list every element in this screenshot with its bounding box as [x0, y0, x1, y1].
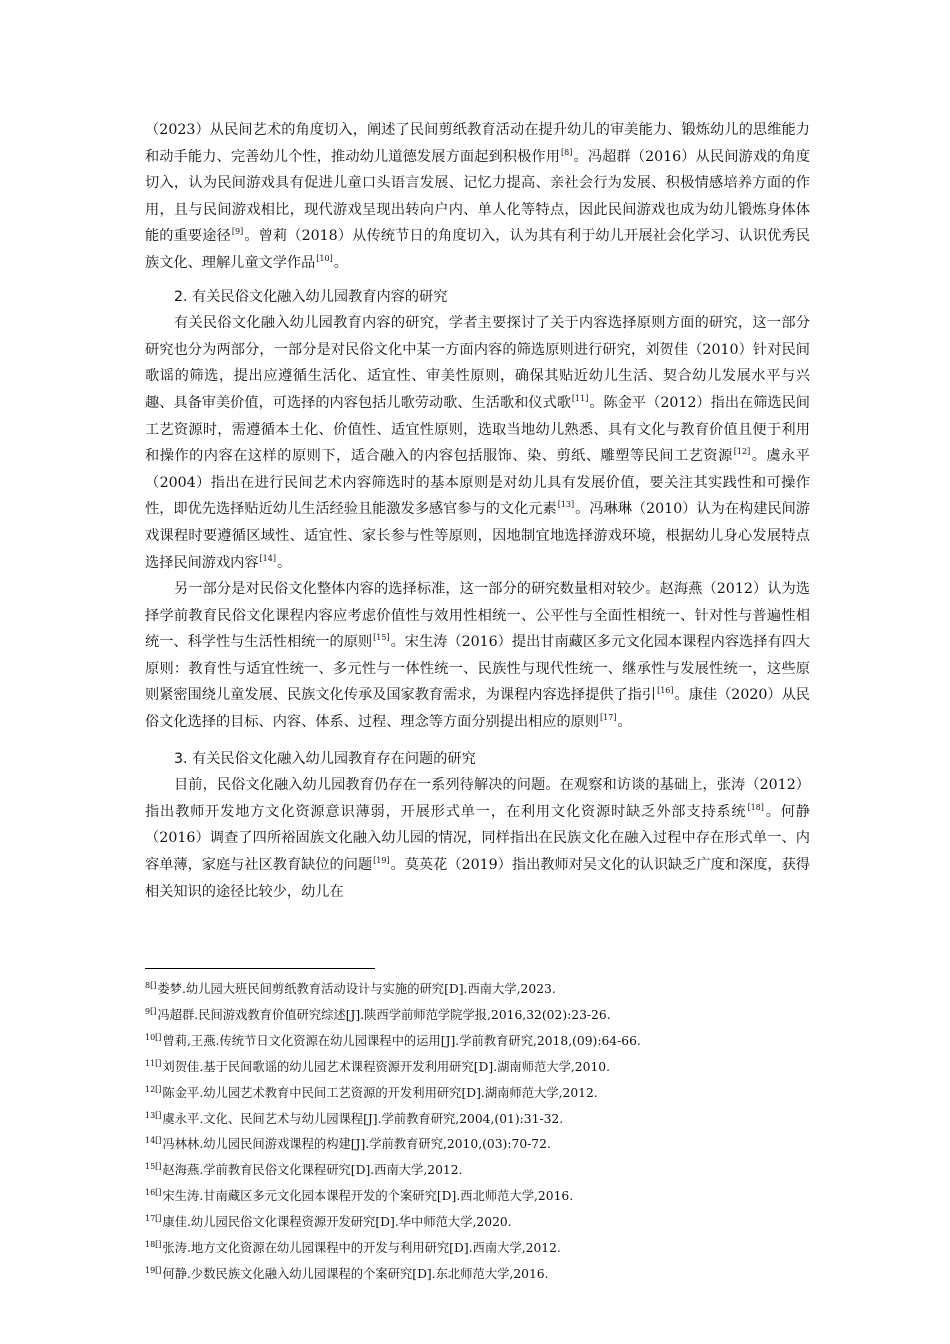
footnote-text: 虞永平.文化、民间艺术与幼儿园课程[J].学前教育研究,2004,(01):31-32. [162, 1111, 564, 1126]
footnote-text: 冯超群.民间游戏教育价值研究综述[J].陕西学前师范学院学报,2016,32(02):23-26. [157, 1007, 611, 1022]
footnote-mark: 19[] [145, 1265, 162, 1275]
footnote [145, 1260, 825, 1286]
footnote-text: 冯林林.幼儿园民间游戏课程的构建[J].学前教育研究,2010,(03):70-72. [162, 1137, 551, 1152]
citation-ref: [17] [600, 713, 617, 723]
paragraph-problems: 目前，民俗文化融入幼儿园教育仍存在一系列待解决的问题。在观察和访谈的基础上，张涛（2012）指出教师开发地方文化资源意识薄弱，开展形式单一，在利用文化资源时缺乏外部支持系统[18]。何静（2016）调查了四所裕固族文化融入幼儿园的情况，同样指出在民族文化在融入过程中存在形式单一、内容单薄，家庭与社区教育缺位的问题[19]。莫英花（2019）指出教师对吴文化的认识缺乏广度和深度，获得相关知识的途径比较少，幼儿在 [145, 777, 810, 900]
citation-ref: [12] [733, 447, 751, 457]
footnote-text: 陈金平.幼儿园艺术教育中民间工艺资源的开发利用研究[D].湖南师范大学,2012. [162, 1085, 598, 1100]
footnote-text: 何静.少数民族文化融入幼儿园课程的个案研究[D].东北师范大学,2016. [162, 1266, 549, 1281]
citation-ref: [10] [316, 253, 333, 263]
footnote-text: 赵海燕.学前教育民俗文化课程研究[D].西南大学,2012. [162, 1163, 463, 1178]
footnote [145, 1182, 825, 1208]
footnote [145, 1234, 825, 1260]
footnote-text: 康佳.幼儿园民俗文化课程资源开发研究[D].华中师范大学,2020. [162, 1215, 512, 1230]
footnote-text: 曾莉,王燕.传统节日文化资源在幼儿园课程中的运用[J].学前教育研究,2018,(09):64-66. [162, 1033, 641, 1048]
paragraph-intro-continued: （2023）从民间艺术的角度切入，阐述了民间剪纸教育活动在提升幼儿的审美能力、锻炼幼儿的思维能力和动手能力、完善幼儿个性，推动幼儿道德发展方面起到积极作用[8]。冯超群（2016）从民间游戏的角度切入，认为民间游戏具有促进儿童口头语言发展、记忆力提高、亲社会行为发展、积极情感培养方面的作用，且与民间游戏相比，现代游戏呈现出转向户内、单人化等特点，因此民间游戏也成为幼儿锻炼身体体能的重要途径[9]。曾莉（2018）从传统节日的角度切入，认为其有利于幼儿开展社会化学习、认识优秀民族文化、理解儿童文学作品[10]。 [145, 122, 810, 271]
footnote-mark: 8[] [145, 981, 157, 990]
footnote-text: 娄梦.幼儿园大班民间剪纸教育活动设计与实施的研究[D].西南大学,2023. [157, 982, 556, 996]
footnote [145, 1001, 825, 1027]
footnote-mark: 9[] [145, 1006, 157, 1016]
footnote-mark: 14[] [145, 1136, 162, 1146]
footnote [145, 1208, 825, 1234]
citation-ref: [16] [657, 686, 674, 696]
footnote-mark: 11[] [145, 1058, 162, 1068]
footnote-mark: 13[] [145, 1110, 162, 1120]
footnote-mark: 12[] [145, 1084, 162, 1094]
citation-ref: [18] [747, 802, 764, 812]
citation-ref: [19] [373, 856, 390, 866]
citation-ref: [14] [259, 553, 276, 563]
footnote [145, 975, 825, 1001]
paragraph-overall-selection: 另一部分是对民俗文化整体内容的选择标准，这一部分的研究数量相对较少。赵海燕（2012）认为选择学前教育民俗文化课程内容应考虑价值性与效用性相统一、公平性与全面性相统一、针对性与普遍性相统一、科学性与生活性相统一的原则[15]。宋生涛（2016）提出甘南藏区多元文化园本课程内容选择有四大原则：教育性与适宜性统一、多元性与一体性统一、民族性与现代性统一、继承性与发展性统一，这些原则紧密围绕儿童发展、民族文化传承及国家教育需求，为课程内容选择提供了指引[16]。康佳（2020）从民俗文化选择的目标、内容、体系、过程、理念等方面分别提出相应的原则[17]。 [145, 581, 810, 731]
footnote [145, 1105, 825, 1131]
body-text [145, 117, 810, 905]
footnotes [145, 975, 825, 1286]
citation-ref: [13] [557, 500, 575, 510]
footnote-mark: 17[] [145, 1214, 162, 1224]
footnote-text: 宋生涛.甘南藏区多元文化园本课程开发的个案研究[D].西北师范大学,2016. [162, 1189, 574, 1204]
footnote-mark: 10[] [145, 1032, 162, 1042]
section-heading-2: 2. 有关民俗文化融入幼儿园教育内容的研究 [174, 288, 448, 305]
footnote-separator [145, 968, 375, 969]
footnote-mark: 15[] [145, 1162, 162, 1172]
citation-ref: [11] [571, 393, 589, 403]
citation-ref: [15] [373, 633, 390, 643]
citation-ref: [8] [561, 147, 573, 157]
footnote [145, 1079, 825, 1105]
footnote [145, 1027, 825, 1053]
citation-ref: [9] [231, 227, 244, 237]
footnote-text: 刘贺佳.基于民间歌谣的幼儿园艺术课程资源开发利用研究[D].湖南师范大学,2010. [162, 1059, 611, 1074]
footnote [145, 1156, 825, 1182]
footnote-mark: 18[] [145, 1240, 162, 1250]
section-heading-3: 3. 有关民俗文化融入幼儿园教育存在问题的研究 [174, 750, 476, 767]
footnote [145, 1053, 825, 1079]
paragraph-content-selection: 有关民俗文化融入幼儿园教育内容的研究，学者主要探讨了关于内容选择原则方面的研究，这一部分研究也分为两部分，一部分是对民俗文化中某一方面内容的筛选原则进行研究，刘贺佳（2010）针对民间歌谣的筛选，提出应遵循生活化、适宜性、审美性原则，确保其贴近幼儿生活、契合幼儿发展水平与兴趣、具备审美价值，可选择的内容包括儿歌劳动歌、生活歌和仪式歌[11]。陈金平（2012）指出在筛选民间工艺资源时，需遵循本土化、价值性、适宜性原则，选取当地幼儿熟悉、具有文化与教育价值且便于利用和操作的内容在这样的原则下，适合融入的内容包括服饰、染、剪纸、雕塑等民间工艺资源[12]。虞永平（2004）指出在进行民间艺术内容筛选时的基本原则是对幼儿具有发展价值，要关注其实践性和可操作性，即优先选择贴近幼儿生活经验且能激发多感官参与的文化元素[13]。冯琳琳（2010）认为在构建民间游戏课程时要遵循区域性、适宜性、家长参与性等原则，因地制宜地选择游戏环境，根据幼儿身心发展特点选择民间游戏内容[14]。 [145, 315, 810, 571]
footnote [145, 1130, 825, 1156]
footnote-mark: 16[] [145, 1188, 162, 1198]
footnote-text: 张涛.地方文化资源在幼儿园课程中的开发与利用研究[D].西南大学,2012. [162, 1241, 561, 1256]
